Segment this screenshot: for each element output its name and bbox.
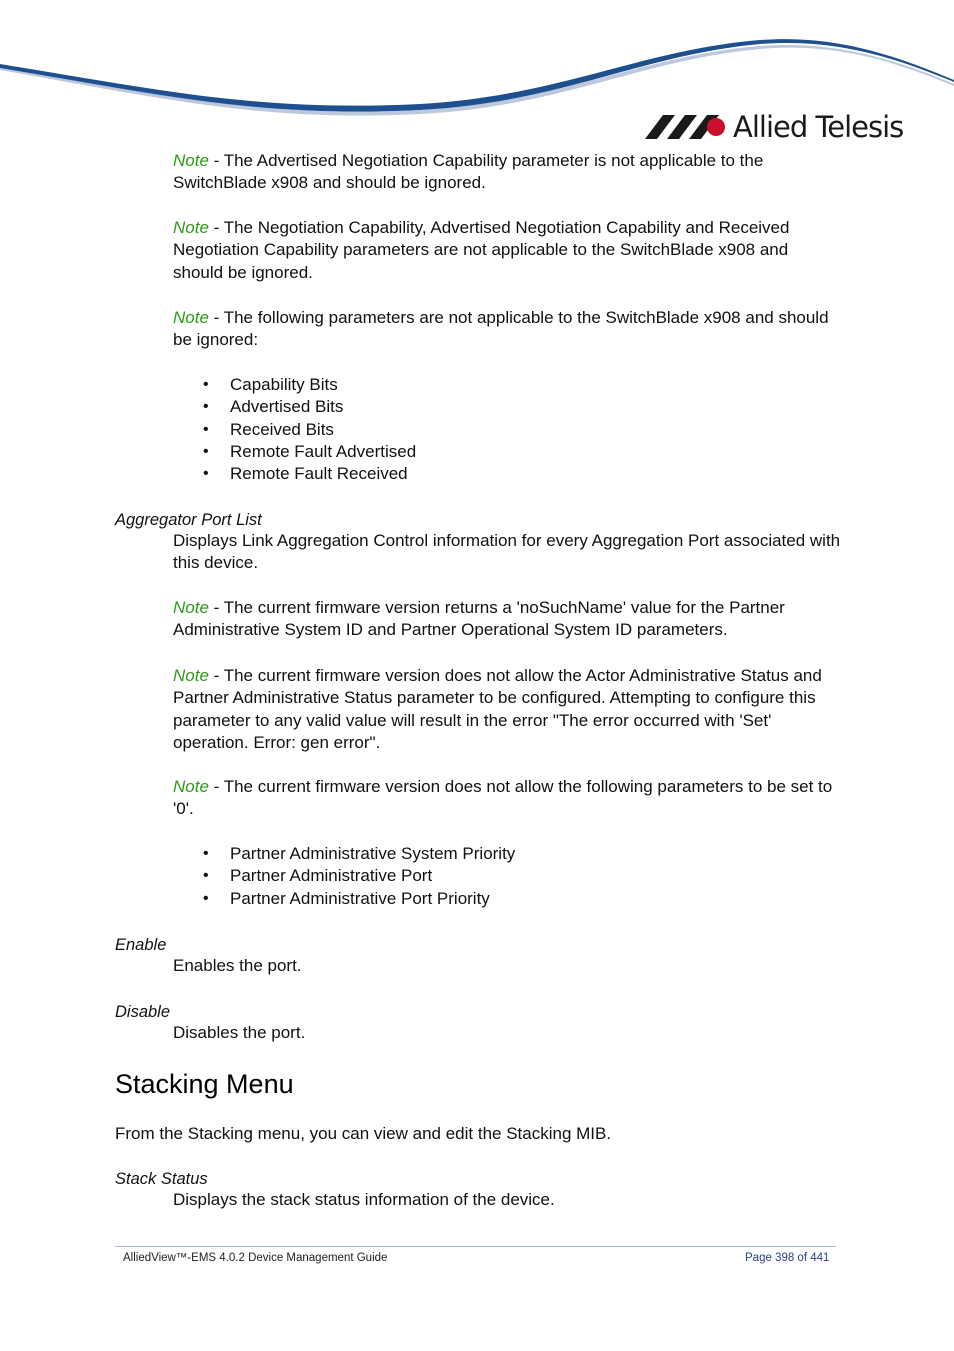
term-description: Disables the port. — [173, 1023, 306, 1042]
note-label: Note — [173, 308, 209, 327]
bullet-list — [173, 843, 515, 910]
note-text: - The Negotiation Capability, Advertised Negotiation Capability and Received Negotiation Capability parameters are not applicable to the SwitchBlade x908 and should be ignored. — [173, 218, 790, 282]
term-stack-status: Stack Status — [115, 1170, 208, 1188]
list-item: • Partner Administrative Port — [173, 865, 515, 887]
term-disable: Disable — [115, 1003, 171, 1021]
note-paragraph — [173, 307, 843, 352]
footer-divider — [115, 1246, 836, 1247]
note-paragraph — [173, 597, 843, 642]
note-paragraph — [173, 150, 843, 195]
term-description: Displays Link Aggregation Control information for every Aggregation Port associated with this device. — [173, 531, 841, 573]
term-enable: Enable — [115, 936, 167, 954]
list-item: • Remote Fault Advertised — [173, 441, 416, 463]
note-text: - The current firmware version does not allow the Actor Administrative Status and Partner Administrative Status parameter to be configured. Attempting to configure this parameter to any valid value will result in the error "The error occurred with 'Set' operation. Error: gen error". — [173, 666, 822, 752]
term-description: Displays the stack status information of the device. — [173, 1190, 555, 1209]
bullet-list — [173, 374, 416, 485]
allied-telesis-logo — [645, 110, 903, 144]
note-label: Note — [173, 151, 209, 170]
note-text: - The current firmware version does not allow the following parameters to be set to '0'. — [173, 777, 833, 819]
note-label: Note — [173, 666, 209, 685]
note-paragraph — [173, 776, 843, 821]
note-text: - The following parameters are not applicable to the SwitchBlade x908 and should be ignored: — [173, 308, 829, 350]
section-heading: Stacking Menu — [115, 1069, 294, 1099]
term-description: Enables the port. — [173, 956, 302, 975]
note-paragraph — [173, 665, 843, 754]
note-label: Note — [173, 598, 209, 617]
logo-text: Allied Telesis — [733, 110, 904, 144]
note-text: - The current firmware version returns a 'noSuchName' value for the Partner Administrative System ID and Partner Operational System ID parameters. — [173, 598, 785, 640]
footer-title: AlliedView™-EMS 4.0.2 Device Management Guide — [123, 1252, 388, 1264]
list-item: • Capability Bits — [173, 374, 416, 396]
note-label: Note — [173, 218, 209, 237]
section-intro: From the Stacking menu, you can view and edit the Stacking MIB. — [115, 1124, 612, 1143]
note-label: Note — [173, 777, 209, 796]
list-item: • Partner Administrative System Priority — [173, 843, 515, 865]
list-item: • Remote Fault Received — [173, 463, 416, 485]
note-paragraph — [173, 217, 843, 284]
page-number: Page 398 of 441 — [745, 1252, 830, 1264]
term-aggregator-port-list: Aggregator Port List — [115, 511, 262, 529]
logo-mark-icon — [645, 113, 727, 141]
list-item: • Received Bits — [173, 419, 416, 441]
list-item: • Partner Administrative Port Priority — [173, 888, 515, 910]
note-text: - The Advertised Negotiation Capability parameter is not applicable to the SwitchBlade x908 and should be ignored. — [173, 151, 764, 193]
list-item: • Advertised Bits — [173, 396, 416, 418]
